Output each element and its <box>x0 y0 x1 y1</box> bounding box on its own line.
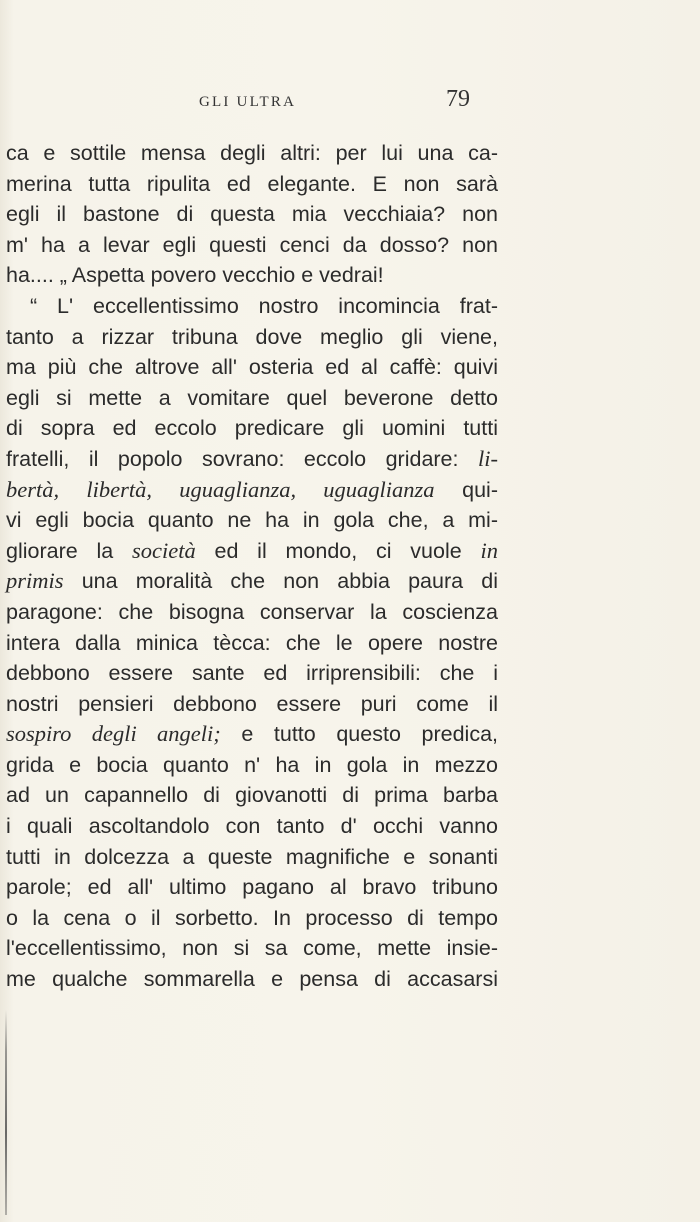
text-line <box>6 383 498 414</box>
text-line <box>6 505 498 536</box>
page-header <box>0 84 700 124</box>
text-line <box>6 413 498 444</box>
text-segment: egli si mette a vomitare quel beverone detto <box>6 385 498 410</box>
text-line <box>6 138 498 169</box>
text-segment: tutti in dolcezza a queste magnifiche e sonanti <box>6 844 498 869</box>
text-segment: ad un capannello di giovanotti di prima barba <box>6 783 498 808</box>
text-line <box>6 872 498 903</box>
text-segment: me qualche sommarella e pensa di accasarsi <box>6 967 498 992</box>
text-line <box>6 352 498 383</box>
text-segment: qui- <box>434 477 498 502</box>
text-line <box>6 719 498 750</box>
text-segment: merina tutta ripulita ed elegante. E non sarà <box>6 171 498 196</box>
text-line <box>6 842 498 873</box>
text-segment: ha.... „ Aspetta povero vecchio e vedrai! <box>6 263 384 288</box>
text-segment: tanto a rizzar tribuna dove meglio gli viene, <box>6 324 498 349</box>
italic-text: in <box>480 537 498 563</box>
text-segment: una moralità che non abbia paura di <box>63 569 498 594</box>
text-segment: nostri pensieri debbono essere puri come il <box>6 691 498 716</box>
text-line <box>6 750 498 781</box>
text-line <box>6 628 498 659</box>
text-segment: e tutto questo predica, <box>220 722 499 747</box>
text-line <box>6 903 498 934</box>
text-line <box>6 260 498 291</box>
text-segment: gliorare la <box>6 538 132 563</box>
text-segment: l'eccellentissimo, non si sa come, mette insie- <box>6 936 498 961</box>
text-line <box>6 566 498 597</box>
text-segment: ca e sottile mensa degli altri: per lui una ca- <box>6 141 498 165</box>
text-line <box>6 689 498 720</box>
text-segment: m' ha a levar egli questi cenci da dosso? non <box>6 232 498 257</box>
italic-text: primis <box>6 568 64 594</box>
text-segment: o la cena o il sorbetto. In processo di tempo <box>6 905 498 930</box>
page-number: 79 <box>446 86 470 112</box>
italic-text: sospiro degli angeli; <box>6 721 221 747</box>
text-segment: intera dalla minica tècca: che le opere nostre <box>6 630 498 655</box>
text-segment: grida e bocia quanto n' ha in gola in mezzo <box>6 752 498 777</box>
text-line <box>6 597 498 628</box>
text-segment: i quali ascoltandolo con tanto d' occhi vanno <box>6 814 498 839</box>
italic-text: bertà, libertà, uguaglianza, uguaglianza <box>6 476 435 502</box>
italic-text: li- <box>478 445 498 471</box>
text-segment: debbono essere sante ed irriprensibili: che i <box>6 661 498 686</box>
binding-shadow <box>5 1010 7 1215</box>
text-line <box>6 658 498 689</box>
text-line <box>6 169 498 200</box>
text-segment: di sopra ed eccolo predicare gli uomini tutti <box>6 416 498 441</box>
text-segment: egli il bastone di questa mia vecchiaia? non <box>6 202 498 227</box>
text-line <box>6 475 498 506</box>
running-head: GLI ULTRA <box>199 94 297 110</box>
text-segment: fratelli, il popolo sovrano: eccolo gridare: <box>6 446 478 471</box>
text-segment: ed il mondo, ci vuole <box>195 538 481 563</box>
text-line <box>6 780 498 811</box>
text-segment: “ L' eccellentissimo nostro incomincia frat- <box>30 293 498 318</box>
text-line <box>6 322 498 353</box>
text-segment: paragone: che bisogna conservar la coscienza <box>6 599 498 624</box>
text-line <box>6 199 498 230</box>
text-line <box>6 230 498 261</box>
italic-text: società <box>131 537 196 563</box>
text-segment: parole; ed all' ultimo pagano al bravo tribuno <box>6 875 498 900</box>
text-line <box>6 811 498 842</box>
text-segment: vi egli bocia quanto ne ha in gola che, a mi- <box>6 508 498 533</box>
text-line <box>6 291 498 322</box>
body-text <box>6 138 498 995</box>
text-line <box>6 536 498 567</box>
text-line <box>6 933 498 964</box>
text-line <box>6 964 498 995</box>
text-segment: ma più che altrove all' osteria ed al caffè: quivi <box>6 355 498 380</box>
text-line <box>6 444 498 475</box>
